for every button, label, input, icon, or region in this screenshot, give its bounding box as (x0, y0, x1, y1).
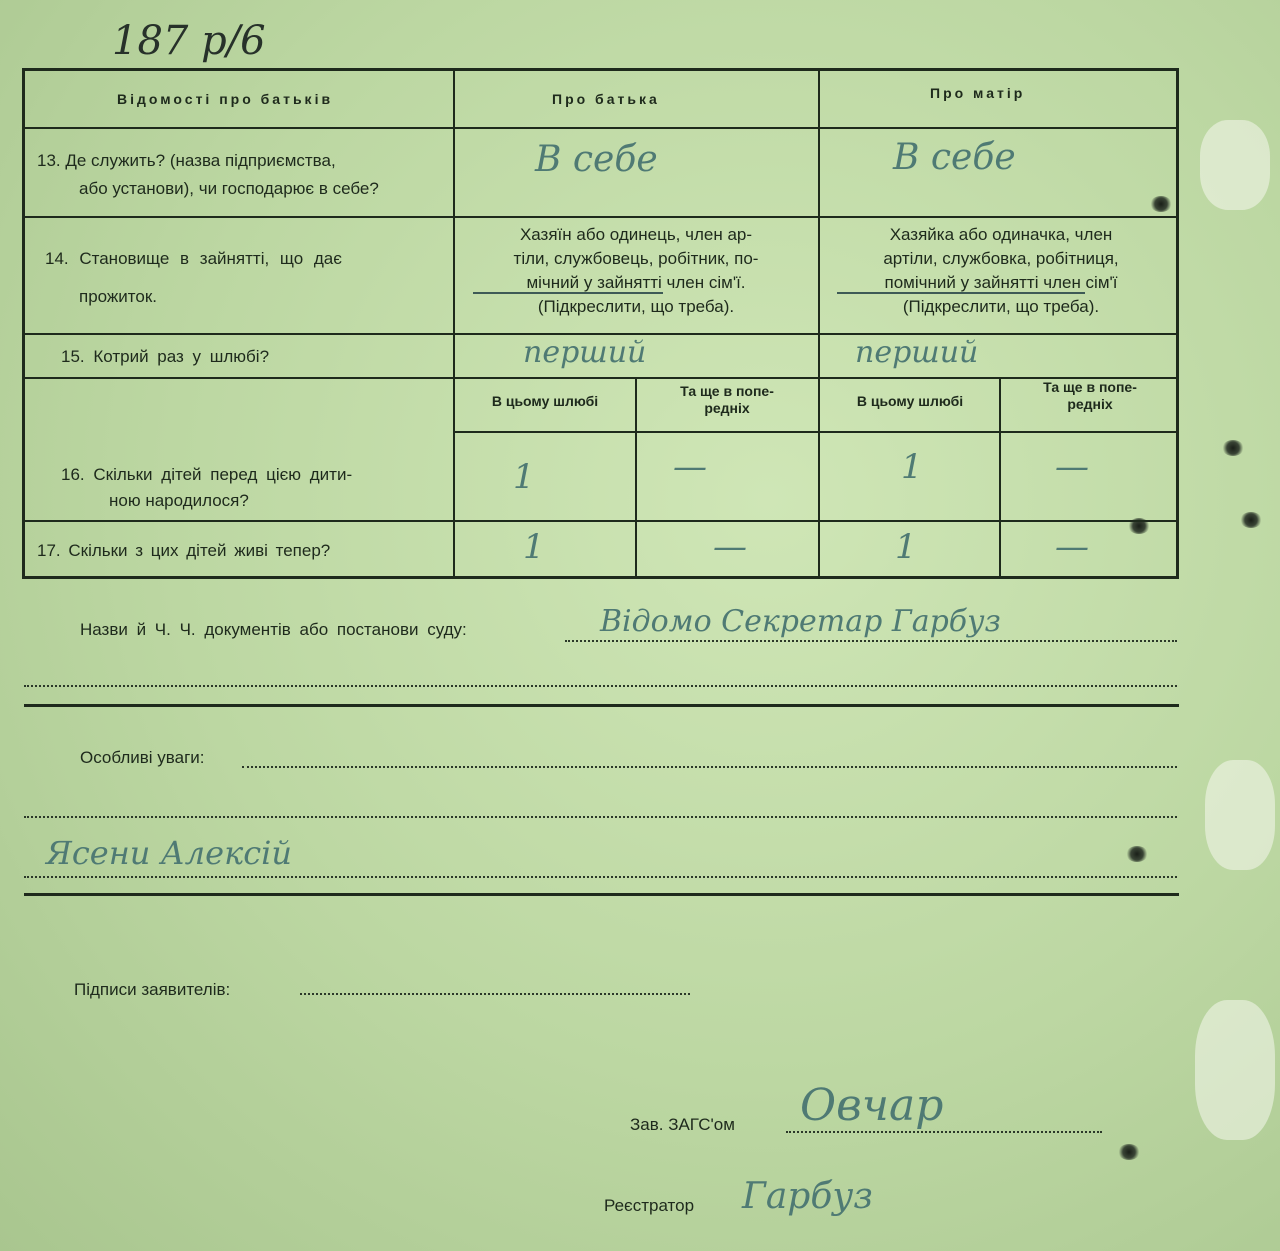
documents-dotted-line-2 (24, 685, 1177, 687)
subheader-father-prev: Та ще в попе- редніх (680, 383, 774, 416)
subheader-mother-this: В цьому шлюбі (856, 393, 964, 409)
head-label: Зав. ЗАГС'ом (630, 1115, 735, 1134)
row15-label: 15. Котрий раз у шлюбі? (61, 347, 270, 366)
documents-dotted-line (565, 640, 1177, 642)
mother-option-line: артіли, службовка, робітниця, (883, 249, 1119, 268)
punch-hole (1222, 440, 1244, 456)
remarks-dotted-line-2 (24, 816, 1177, 818)
paper-tear (1205, 760, 1275, 870)
row16-father-prev: — (673, 447, 707, 487)
punch-hole (1118, 1144, 1140, 1160)
parents-table (22, 68, 1179, 579)
section-rule (24, 893, 1179, 896)
row14-mother-options (823, 223, 1179, 319)
row13-mother-value: В себе (893, 137, 1016, 178)
row13-father-value: В себе (535, 139, 658, 180)
row16-father-this: 1 (513, 457, 535, 497)
mother-option-line: (Підкреслити, що треба). (902, 297, 1100, 316)
father-option-line: Хазяїн або одинець, член ар- (519, 225, 753, 244)
row13-label-line2: або установи), чи господарює в себе? (79, 179, 379, 198)
section-rule (24, 704, 1179, 707)
signatures-label: Підписи заявителів: (74, 980, 231, 999)
row-divider (25, 127, 1179, 129)
row15-father-value: перший (523, 335, 647, 370)
header-info: Відомості про батьків (117, 91, 334, 107)
paper-tear (1200, 120, 1270, 210)
col-divider (453, 71, 455, 579)
row16-mother-prev: — (1055, 447, 1089, 487)
row17-mother-prev: — (1055, 527, 1089, 567)
underline-mark (837, 292, 1085, 294)
row-divider (25, 216, 1179, 218)
row-divider (453, 431, 1179, 433)
remarks-label: Особливі уваги: (80, 748, 205, 767)
subheader-mother-prev: Та ще в попе- редніх (1043, 379, 1137, 412)
remarks-dotted-line-3 (24, 876, 1177, 878)
col-divider (818, 71, 820, 579)
documents-value: Відомо Секретар Гарбуз (600, 604, 1001, 639)
remarks-dotted-line (242, 766, 1177, 768)
punch-hole (1126, 846, 1148, 862)
documents-label: Назви й Ч. Ч. документів або постанови суду: (80, 620, 467, 639)
punch-hole (1240, 512, 1262, 528)
head-dotted-line (786, 1131, 1102, 1133)
row14-label-line2: прожиток. (79, 287, 158, 306)
row13-label-line1: 13. Де служить? (назва підприємства, (37, 151, 336, 170)
subheader-father-this: В цьому шлюбі (491, 393, 599, 409)
row16-label-line1: 16. Скільки дітей перед цією дити- (61, 465, 353, 484)
row17-father-prev: — (713, 527, 747, 567)
mother-option-line: Хазяйка або одиначка, член (889, 225, 1113, 244)
row16-mother-this: 1 (901, 447, 923, 487)
row16-label-line2: ною народилося? (109, 491, 249, 510)
underline-mark (473, 292, 663, 294)
father-option-line: (Підкреслити, що треба). (537, 297, 735, 316)
header-father: Про батька (552, 91, 660, 107)
father-option-line: мічний у зайнятті член сім'ї. (526, 273, 746, 292)
registrar-signature: Гарбуз (742, 1176, 873, 1217)
head-signature: Овчар (800, 1080, 944, 1131)
remarks-value: Ясени Алексій (46, 834, 292, 872)
signatures-dotted-line (300, 993, 690, 995)
mother-option-line: помічний у зайнятті член сім'ї (884, 273, 1118, 292)
row17-father-this: 1 (523, 527, 545, 567)
row17-label: 17. Скільки з цих дітей живі тепер? (37, 541, 331, 560)
father-option-line: тіли, службовець, робітник, по- (513, 249, 759, 268)
paper-tear (1195, 1000, 1275, 1140)
row14-label-line1: 14. Становище в зайнятті, що дає (45, 249, 342, 268)
registrar-label: Реєстратор (604, 1196, 695, 1215)
row17-mother-this: 1 (895, 527, 917, 567)
row-divider (25, 520, 1179, 522)
row15-mother-value: перший (855, 335, 979, 370)
header-mother: Про матір (930, 85, 1026, 101)
corner-note: 187 р/6 (112, 18, 266, 64)
row14-father-options (457, 223, 815, 319)
